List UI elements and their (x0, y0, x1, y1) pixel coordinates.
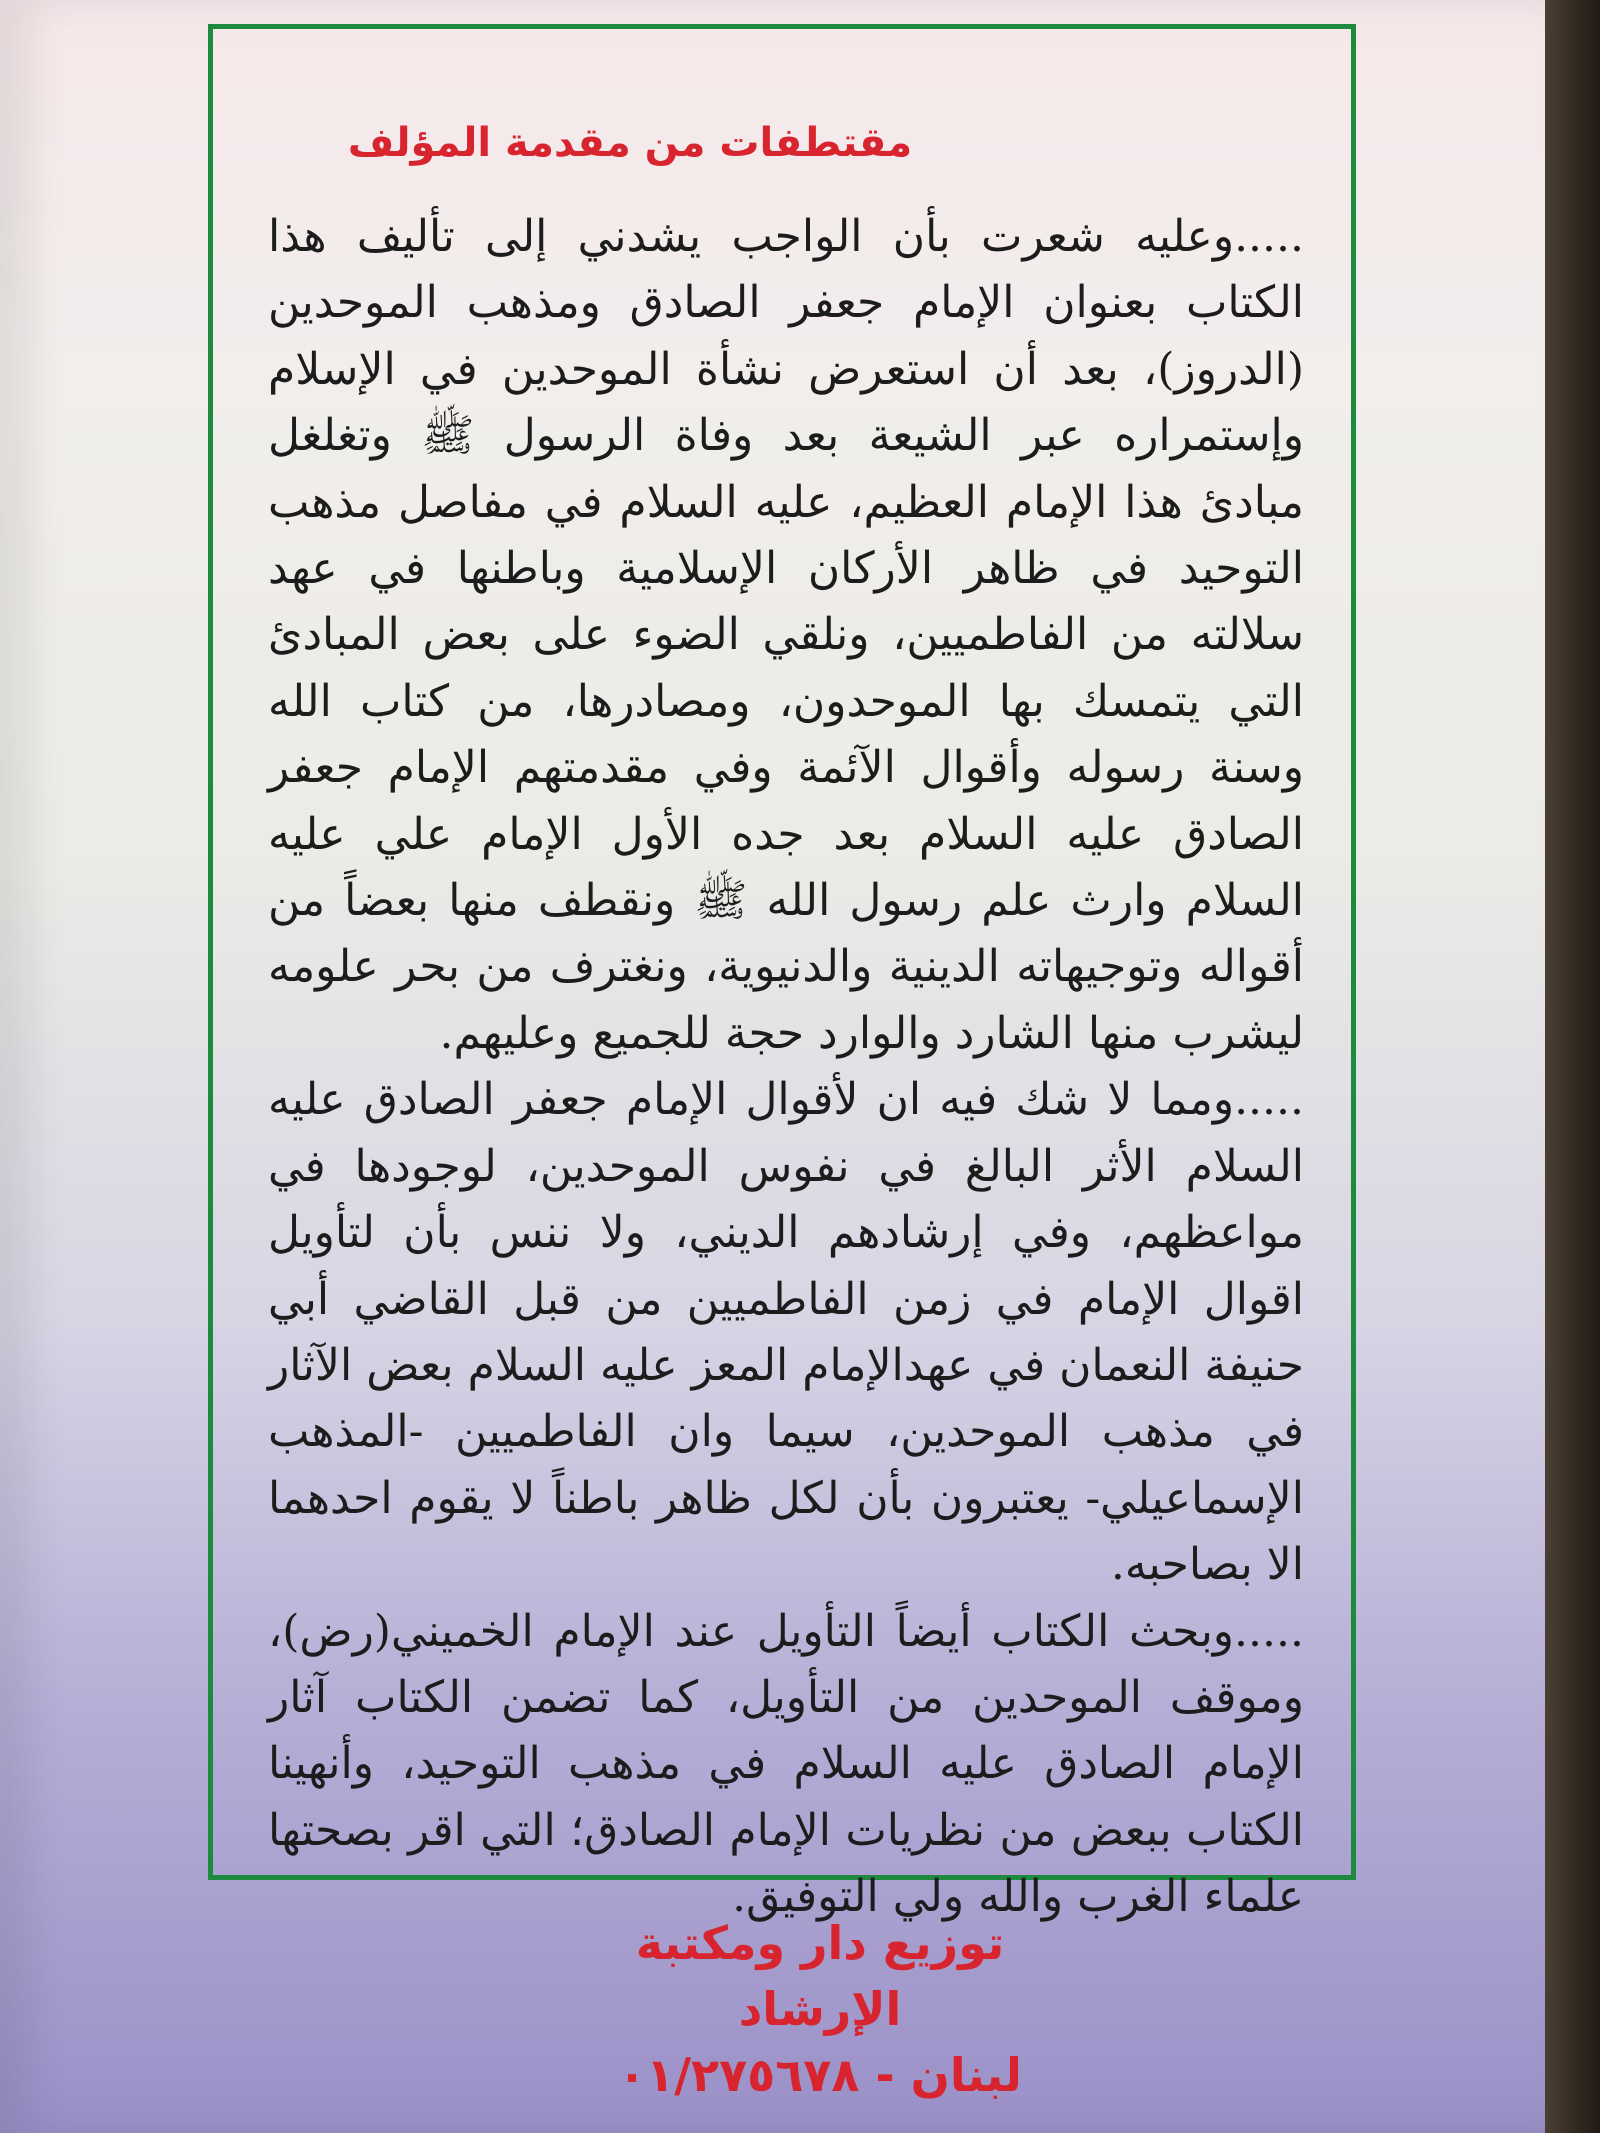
book-edge-shadow (1545, 0, 1600, 2133)
publisher-footer (560, 1910, 1080, 2108)
excerpt-paragraph-2: .....ومما لا شك فيه ان لأقوال الإمام جعفر الصادق عليه السلام الأثر البالغ في نفوس الموحدين، لوجودها في مواعظهم، وفي إرشادهم الديني، ولا ننس بأن لتأويل اقوال الإمام في زمن الفاطميين من قبل القاضي أبي حنيفة النعمان في عهدالإمام المعز عليه السلام بعض الآثار في مذهب الموحدين، سيما وان الفاطميين -المذهب الإسماعيلي- يعتبرون بأن لكل ظاهر باطناً لا يقوم احدهما الا بصاحبه. (268, 1074, 1304, 1591)
excerpt-paragraph-3: .....وبحث الكتاب أيضاً التأويل عند الإمام الخميني(رض)، وموقف الموحدين من التأويل، كما تضمن الكتاب آثار الإمام الصادق عليه السلام في مذهب التوحيد، وأنهينا الكتاب ببعض من نظريات الإمام الصادق؛ التي اقر بصحتها علماء الغرب والله ولي التوفيق. (268, 1605, 1304, 1923)
section-heading: مقتطفات من مقدمة المؤلف (347, 120, 913, 166)
excerpt-paragraph-1: .....وعليه شعرت بأن الواجب يشدني إلى تأليف هذا الكتاب بعنوان الإمام جعفر الصادق ومذهب الموحدين (الدروز)، بعد أن استعرض نشأة الموحدين في الإسلام وإستمراره عبر الشيعة بعد وفاة الرسول ﷺ وتغلغل مبادئ هذا الإمام العظيم، عليه السلام في مفاصل مذهب التوحيد في ظاهر الأركان الإسلامية وباطنها في عهد سلالته من الفاطميين، ونلقي الضوء على بعض المبادئ التي يتمسك بها الموحدون، ومصادرها، من كتاب الله وسنة رسوله وأقوال الآئمة وفي مقدمتهم الإمام جعفر الصادق عليه السلام بعد جده الأول الإمام علي عليه السلام وارث علم رسول الله ﷺ ونقطف منها بعضاً من أقواله وتوجيهاته الدينية والدنيوية، ونغترف من بحر علومه ليشرب منها الشارد والوارد حجة للجميع وعليهم. (268, 211, 1304, 1059)
excerpt-body (268, 204, 1304, 1931)
contact-line: لبنان - ٠١/٢٧٥٦٧٨ (618, 2048, 1022, 2102)
distributor-line: توزيع دار ومكتبة الإرشاد (635, 1916, 1005, 2036)
